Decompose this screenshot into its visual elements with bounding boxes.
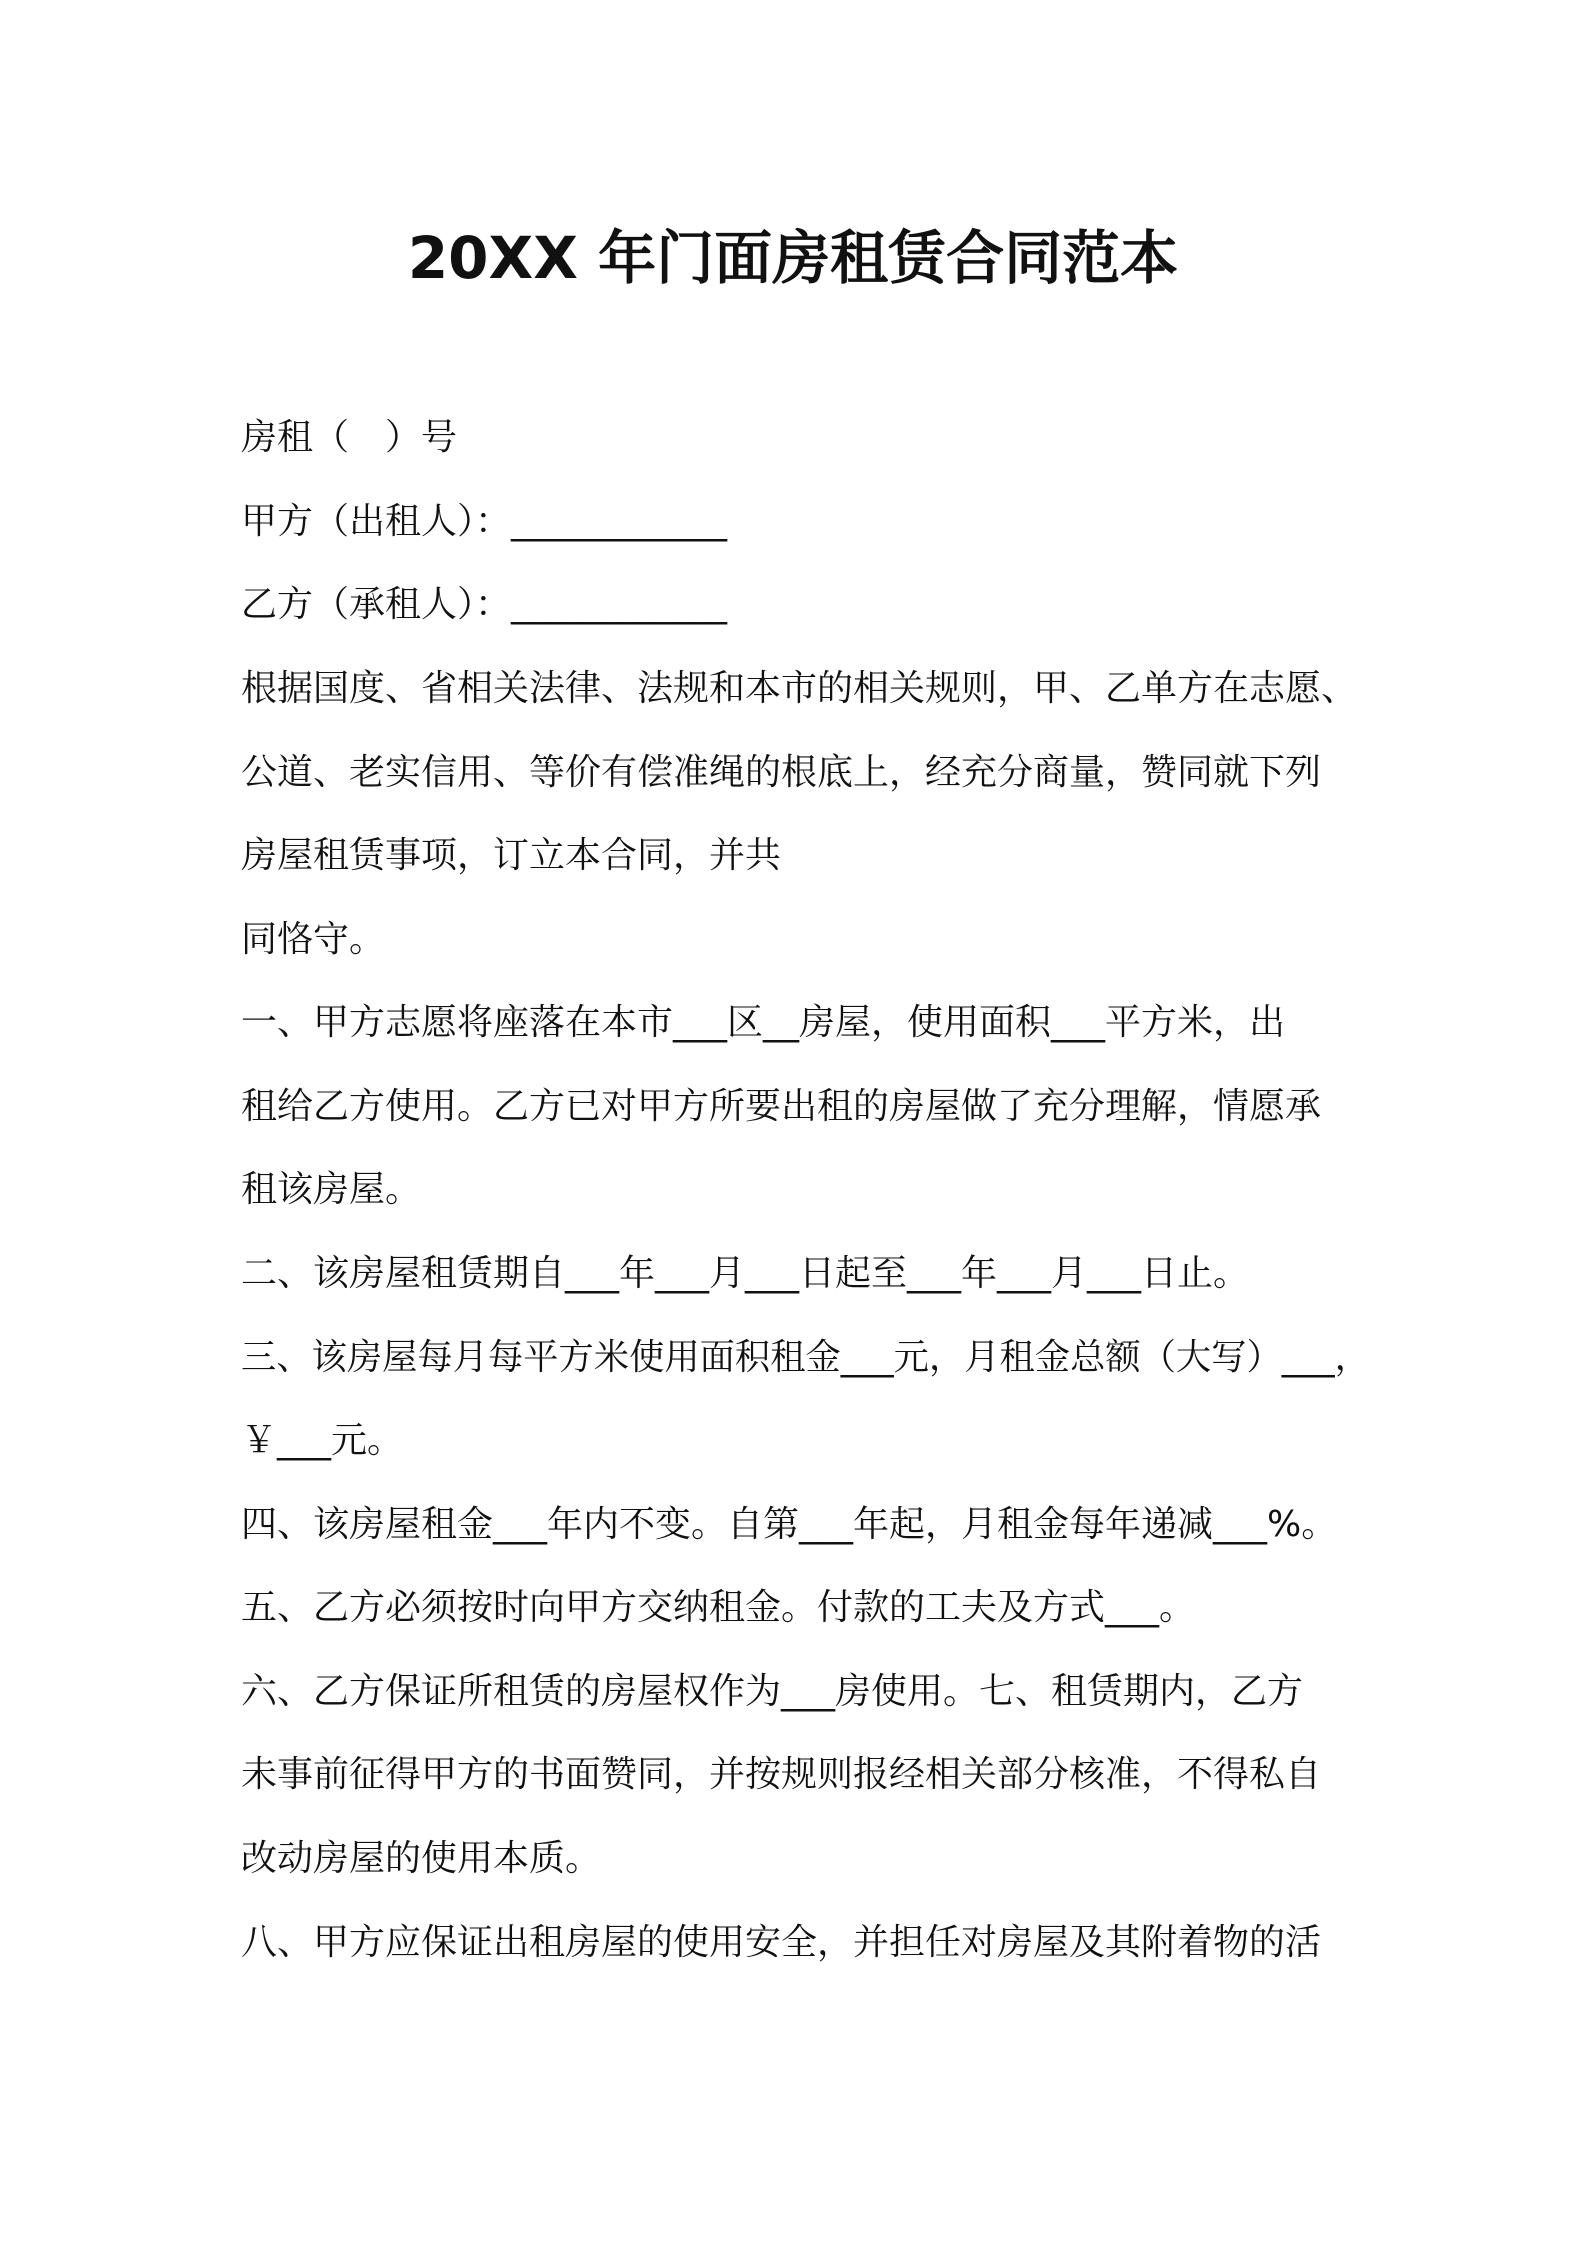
- paragraph-line: 根据国度、省相关法律、法规和本市的相关规则，甲、乙单方在志愿、: [241, 668, 1358, 709]
- paragraph-line: 公道、老实信用、等价有偿准绳的根底上，经充分商量，赞同就下列: [241, 752, 1322, 793]
- clause-line: 六、乙方保证所租赁的房屋权作为___房使用。七、租赁期内，乙方: [241, 1671, 1304, 1712]
- document-title: 20XX 年门面房租赁合同范本: [407, 224, 1179, 292]
- clause-line: 三、该房屋每月每平方米使用面积租金___元，月租金总额（大写）___，: [241, 1337, 1370, 1378]
- clause-line: 改动房屋的使用本质。: [241, 1838, 602, 1879]
- paragraph-line: 同恪守。: [241, 919, 386, 960]
- clause-line: 租给乙方使用。乙方已对甲方所要出租的房屋做了充分理解，情愿承: [241, 1086, 1322, 1127]
- clause-line: 二、该房屋租赁期自___年___月___日起至___年___月___日止。: [241, 1253, 1250, 1294]
- party-a-line: 甲方（出租人）：____________: [241, 501, 728, 542]
- clause-line: 五、乙方必须按时向甲方交纳租金。付款的工夫及方式___。: [241, 1587, 1196, 1628]
- contract-number-line: 房租（ ）号: [241, 417, 458, 458]
- clause-line: 八、甲方应保证出租房屋的使用安全，并担任对房屋及其附着物的活: [241, 1922, 1322, 1963]
- party-b-line: 乙方（承租人）：____________: [241, 584, 728, 625]
- clause-line: 未事前征得甲方的书面赞同，并按规则报经相关部分核准，不得私自: [241, 1754, 1322, 1795]
- clause-line: 租该房屋。: [241, 1169, 422, 1210]
- clause-line: 一、甲方志愿将座落在本市___区__房屋，使用面积___平方米，出: [241, 1002, 1286, 1043]
- paragraph-line: 房屋租赁事项，订立本合同，并共: [241, 835, 782, 876]
- clause-line: ￥___元。: [241, 1420, 404, 1461]
- clause-line: 四、该房屋租金___年内不变。自第___年起，月租金每年递减___%。: [241, 1504, 1338, 1545]
